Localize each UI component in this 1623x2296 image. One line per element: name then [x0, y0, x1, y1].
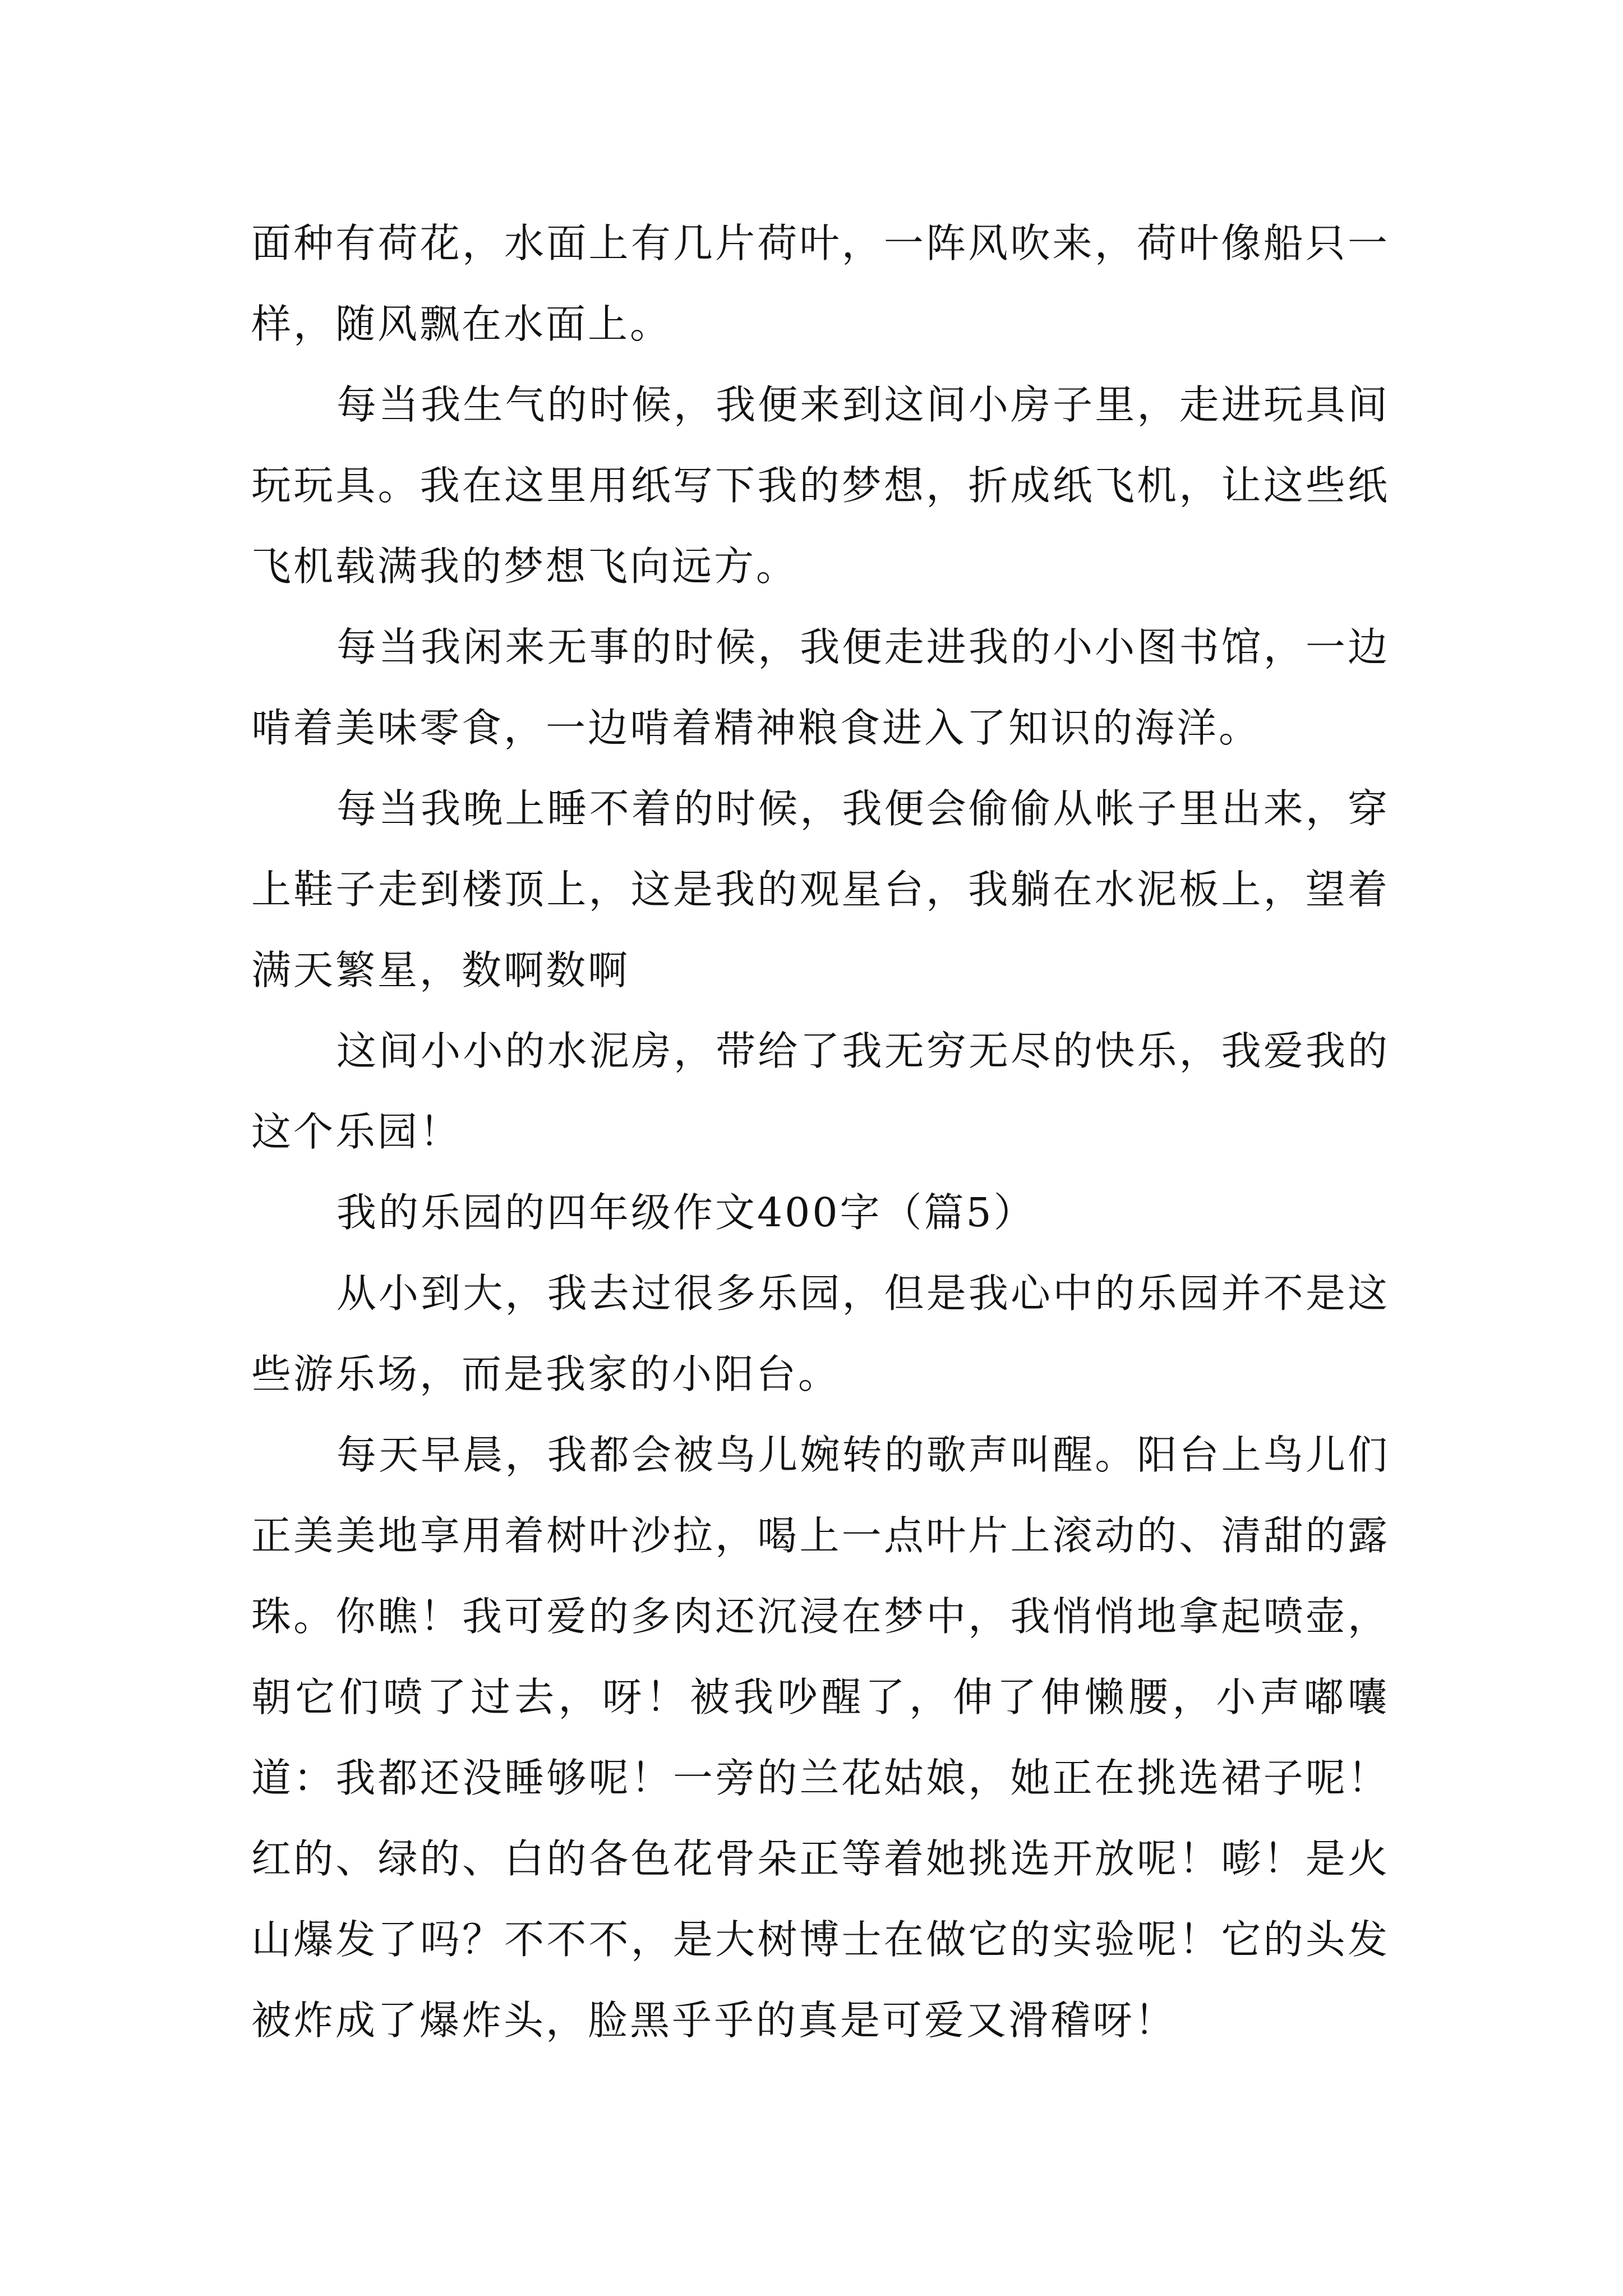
paragraph-continuation: 面种有荷花，水面上有几片荷叶，一阵风吹来，荷叶像船只一样，随风飘在水面上。: [251, 220, 1390, 347]
essay-title: 我的乐园的四年级作文400字（篇5）: [336, 1189, 1036, 1236]
document-body: [251, 203, 1390, 2061]
paragraph-idle: 每当我闲来无事的时候，我便走进我的小小图书馆，一边啃着美味零食，一边啃着精神粮食进入了知识的海洋。: [251, 624, 1390, 751]
paragraph-conclusion: 这间小小的水泥房，带给了我无穷无尽的快乐，我爱我的这个乐园！: [251, 1028, 1390, 1155]
paragraph-intro: 从小到大，我去过很多乐园，但是我心中的乐园并不是这些游乐场，而是我家的小阳台。: [251, 1270, 1390, 1397]
paragraph-angry: 每当我生气的时候，我便来到这间小房子里，走进玩具间玩玩具。我在这里用纸写下我的梦想，折成纸飞机，让这些纸飞机载满我的梦想飞向远方。: [251, 381, 1390, 590]
paragraph-morning: 每天早晨，我都会被鸟儿婉转的歌声叫醒。阳台上鸟儿们正美美地享用着树叶沙拉，喝上一点叶片上滚动的、清甜的露珠。你瞧！我可爱的多肉还沉浸在梦中，我悄悄地拿起喷壶，朝它们喷了过去，呀！被我吵醒了，伸了伸懒腰，小声嘟囔道：我都还没睡够呢！一旁的兰花姑娘，她正在挑选裙子呢！红的、绿的、白的各色花骨朵正等着她挑选开放呢！嘭！是火山爆发了吗？不不不，是大树博士在做它的实验呢！它的头发被炸成了爆炸头，脸黑乎乎的真是可爱又滑稽呀！: [251, 1432, 1390, 2044]
paragraph-night: 每当我晚上睡不着的时候，我便会偷偷从帐子里出来，穿上鞋子走到楼顶上，这是我的观星台，我躺在水泥板上，望着满天繁星，数啊数啊: [251, 785, 1390, 993]
